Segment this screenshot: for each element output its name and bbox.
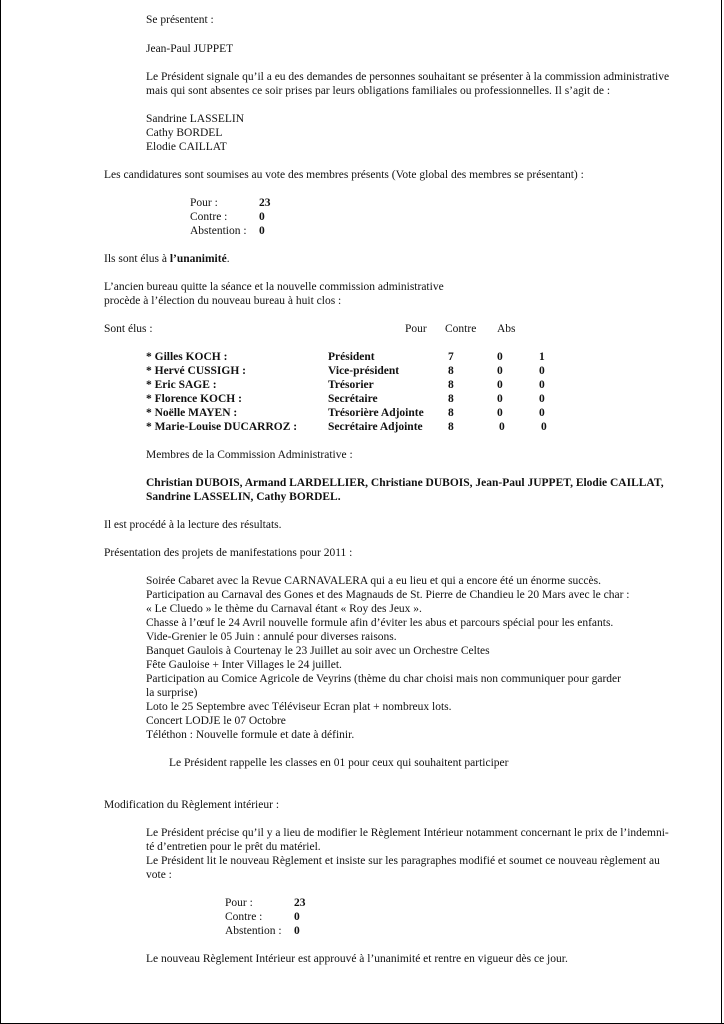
event-line: la surprise) xyxy=(146,687,198,699)
event-line: Participation au Comice Agricole de Veyrins (thème du char choisi mais non communiquer pour garder xyxy=(146,673,621,685)
elected-pour: 8 xyxy=(448,365,454,377)
elected-abs: 0 xyxy=(539,365,545,377)
vote-label: Pour : xyxy=(225,897,253,909)
vote-label: Contre : xyxy=(190,211,228,223)
elected-role: Trésorier xyxy=(328,379,374,391)
event-line: Soirée Cabaret avec la Revue CARNAVALERA qui a eu lieu et qui a encore été un énorme succès. xyxy=(146,575,601,587)
vote-value: 0 xyxy=(259,211,265,223)
elected-role: Secrétaire xyxy=(328,393,378,405)
bureau-line-2: procède à l’élection du nouveau bureau à huit clos : xyxy=(104,295,342,307)
reglement-heading: Modification du Règlement intérieur : xyxy=(104,799,280,811)
column-header-pour: Pour xyxy=(405,323,427,335)
vote-value: 0 xyxy=(294,925,300,937)
reglement-line-2: té d’entretien pour le prêt du matériel. xyxy=(146,841,321,853)
elected-name: * Gilles KOCH : xyxy=(146,351,228,363)
vote-label: Pour : xyxy=(190,197,218,209)
vote-value: 23 xyxy=(294,897,306,909)
candidates-heading: Se présentent : xyxy=(146,14,214,26)
elected-pour: 8 xyxy=(448,379,454,391)
elected-name: * Eric SAGE : xyxy=(146,379,217,391)
members-heading: Membres de la Commission Administrative : xyxy=(146,449,353,461)
vote-value: 0 xyxy=(294,911,300,923)
event-line: Téléthon : Nouvelle formule et date à définir. xyxy=(146,729,355,741)
elected-abs: 1 xyxy=(539,351,545,363)
elected-role: Secrétaire Adjointe xyxy=(328,421,423,433)
elected-role: Vice-président xyxy=(328,365,400,377)
event-line: Loto le 25 Septembre avec Téléviseur Ecran plat + nombreux lots. xyxy=(146,701,452,713)
members-line-1: Christian DUBOIS, Armand LARDELLIER, Christiane DUBOIS, Jean-Paul JUPPET, Elodie CAILLAT, xyxy=(146,477,664,489)
page-border-right xyxy=(721,0,722,1024)
candidate-name: Jean-Paul JUPPET xyxy=(146,43,234,55)
reglement-line-4: vote : xyxy=(146,869,172,881)
elected-abs: 0 xyxy=(541,421,547,433)
column-header-contre: Contre xyxy=(445,323,477,335)
election-result-suffix: . xyxy=(226,253,230,265)
reglement-conclusion: Le nouveau Règlement Intérieur est approuvé à l’unanimité et rentre en vigueur dès ce jour. xyxy=(146,953,568,965)
reglement-line-3: Le Président lit le nouveau Règlement et insiste sur les paragraphes modifié et soumet ce nouveau règlement au xyxy=(146,855,660,867)
elected-name: * Marie-Louise DUCARROZ : xyxy=(146,421,298,433)
elected-role: Président xyxy=(328,351,375,363)
results-reading: Il est procédé à la lecture des résultats. xyxy=(104,519,282,531)
elected-name: * Florence KOCH : xyxy=(146,393,242,405)
absent-name: Elodie CAILLAT xyxy=(146,141,227,153)
event-line: Banquet Gaulois à Courtenay le 23 Juillet au soir avec un Orchestre Celtes xyxy=(146,645,490,657)
vote-label: Abstention : xyxy=(225,925,282,937)
elected-name: * Noëlle MAYEN : xyxy=(146,407,238,419)
vote-label: Contre : xyxy=(225,911,263,923)
event-line: Vide-Grenier le 05 Juin : annulé pour diverses raisons. xyxy=(146,631,397,643)
events-heading: Présentation des projets de manifestations pour 2011 : xyxy=(104,547,353,559)
event-line: Chasse à l’œuf le 24 Avril nouvelle formule afin d’éviter les abus et parcours spécial pour les enfants. xyxy=(146,617,614,629)
members-line-2: Sandrine LASSELIN, Cathy BORDEL. xyxy=(146,491,341,503)
absent-name: Cathy BORDEL xyxy=(146,127,223,139)
classes-reminder: Le Président rappelle les classes en 01 pour ceux qui souhaitent participer xyxy=(169,757,509,769)
bureau-line-1: L’ancien bureau quitte la séance et la nouvelle commission administrative xyxy=(104,281,444,293)
elected-label: Sont élus : xyxy=(104,323,153,335)
election-result-prefix: Ils sont élus à xyxy=(104,253,170,265)
elected-contre: 0 xyxy=(497,393,503,405)
elected-contre: 0 xyxy=(497,407,503,419)
reglement-line-1: Le Président précise qu’il y a lieu de modifier le Règlement Intérieur notamment concernant le prix de l’indemni- xyxy=(146,827,669,839)
event-line: Concert LODJE le 07 Octobre xyxy=(146,715,286,727)
absent-name: Sandrine LASSELIN xyxy=(146,113,245,125)
event-line: « Le Cluedo » le thème du Carnaval étant « Roy des Jeux ». xyxy=(146,603,422,615)
elected-pour: 8 xyxy=(448,421,454,433)
elected-contre: 0 xyxy=(497,365,503,377)
vote-intro: Les candidatures sont soumises au vote des membres présents (Vote global des membres se présentant) : xyxy=(104,169,584,181)
vote-value: 23 xyxy=(259,197,271,209)
absent-paragraph-line-1: Le Président signale qu’il a eu des demandes de personnes souhaitant se présenter à la commission administrative xyxy=(146,71,670,83)
elected-abs: 0 xyxy=(539,393,545,405)
elected-contre: 0 xyxy=(497,351,503,363)
elected-role: Trésorière Adjointe xyxy=(328,407,424,419)
event-line: Participation au Carnaval des Gones et des Magnauds de St. Pierre de Chandieu le 20 Mars avec le char : xyxy=(146,589,630,601)
elected-contre: 0 xyxy=(499,421,505,433)
elected-abs: 0 xyxy=(539,379,545,391)
elected-abs: 0 xyxy=(539,407,545,419)
vote-label: Abstention : xyxy=(190,225,247,237)
page-border-left xyxy=(0,0,1,1024)
elected-pour: 8 xyxy=(448,393,454,405)
column-header-abs: Abs xyxy=(497,323,516,335)
election-result-bold: l’unanimité xyxy=(169,253,227,265)
elected-name: * Hervé CUSSIGH : xyxy=(146,365,246,377)
vote-value: 0 xyxy=(259,225,265,237)
event-line: Fête Gauloise + Inter Villages le 24 juillet. xyxy=(146,659,342,671)
elected-contre: 0 xyxy=(497,379,503,391)
elected-pour: 8 xyxy=(448,407,454,419)
absent-paragraph-line-2: mais qui sont absentes ce soir prises par leurs obligations familiales ou professionnelles. Il s’agit de : xyxy=(146,85,611,97)
elected-pour: 7 xyxy=(448,351,454,363)
election-result xyxy=(104,252,230,266)
